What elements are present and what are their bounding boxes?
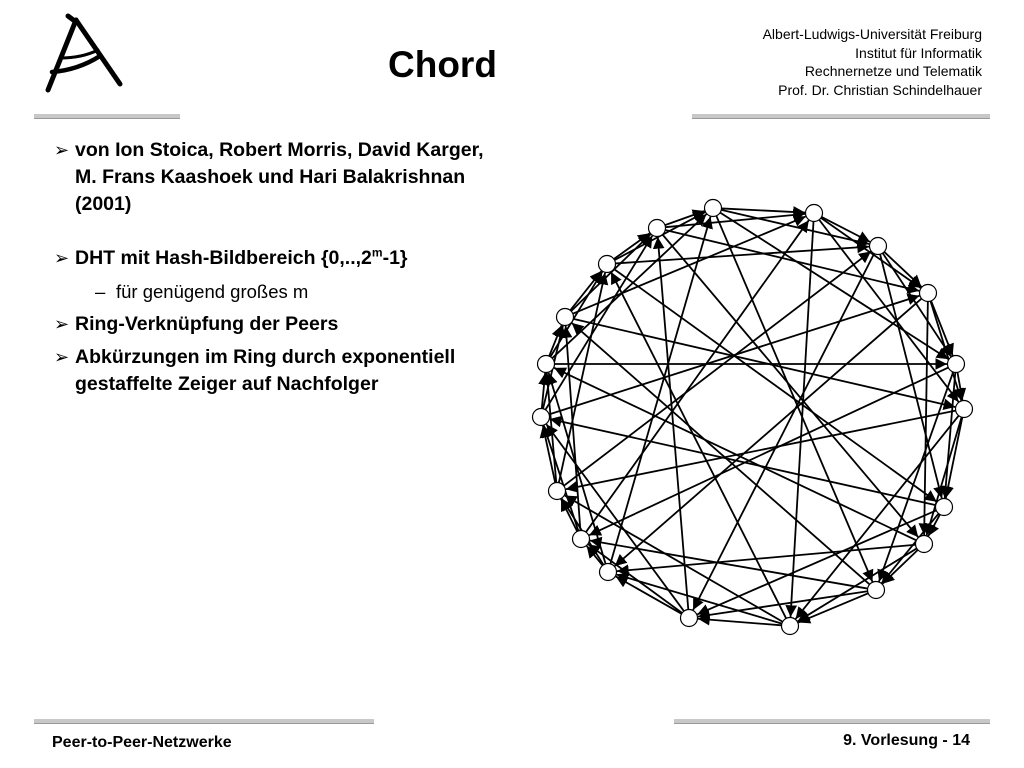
sub-bullet-item [54, 278, 494, 305]
sub-bullet-dash: – [95, 281, 106, 302]
finger-pointer-edge [552, 214, 706, 358]
peer-node [948, 356, 965, 373]
peer-node [649, 220, 666, 237]
finger-pointer-edge [590, 541, 868, 589]
sub-bullet-text: für genügend großes m [116, 281, 309, 302]
header-rule-left [34, 114, 180, 119]
bullet-item [54, 344, 494, 398]
finger-pointer-edge [798, 593, 868, 622]
finger-pointer-edge [617, 545, 916, 571]
peer-node [538, 356, 555, 373]
bullet-arrow-icon: ➢ [54, 140, 70, 160]
footer-course-title: Peer-to-Peer-Netzwerke [52, 734, 232, 751]
peer-node [681, 610, 698, 627]
bullet-text: von Ion Stoica, Robert Morris, David Karger, M. Frans Kaashoek und Hari Balakrishnan (2001) [75, 139, 484, 215]
affiliation-line: Albert-Ludwigs-Universität Freiburg [762, 26, 982, 42]
finger-pointer-edge [924, 301, 928, 535]
bullet-text: Ring-Verknüpfung der Peers [75, 313, 339, 335]
bullet-arrow-icon: ➢ [54, 248, 70, 268]
finger-pointer-edge [819, 220, 958, 402]
footer-rule-left [34, 719, 374, 724]
finger-pointer-edge [791, 221, 814, 617]
finger-pointer-edge [554, 368, 916, 540]
peer-node [920, 285, 937, 302]
slide-title: Chord [388, 44, 497, 85]
bullet-list [54, 137, 494, 404]
peer-node [549, 483, 566, 500]
peer-node [936, 499, 953, 516]
bullet-item [54, 245, 494, 272]
finger-pointer-edge [546, 424, 684, 611]
bullet-superscript: m [371, 245, 383, 260]
peer-node [956, 401, 973, 418]
peer-node [533, 409, 550, 426]
peer-node [705, 200, 722, 217]
finger-pointer-edge [931, 301, 953, 356]
footer-rule-right [674, 719, 990, 724]
affiliation-line: Rechnernetze und Telematik [804, 63, 982, 79]
university-logo [38, 12, 124, 94]
finger-pointer-edge [571, 234, 650, 311]
finger-pointer-edge [550, 419, 936, 505]
bullet-item [54, 137, 494, 218]
bullet-text: -1} [382, 247, 408, 269]
bullet-item [54, 311, 494, 338]
peer-node [870, 238, 887, 255]
chord-ring-diagram [528, 196, 978, 636]
finger-pointer-edge [798, 548, 917, 621]
peer-node [782, 618, 799, 635]
finger-pointer-edge [720, 213, 948, 360]
peer-node [868, 582, 885, 599]
bullet-arrow-icon: ➢ [54, 347, 70, 367]
affiliation-line: Institut für Informatik [855, 44, 982, 61]
finger-pointer-edge [611, 272, 786, 618]
finger-pointer-edge [614, 233, 650, 259]
peer-node [573, 531, 590, 548]
peer-node [916, 536, 933, 553]
peer-node [599, 256, 616, 273]
affiliation-block [763, 25, 982, 99]
peer-node [557, 309, 574, 326]
peer-node [806, 205, 823, 222]
peer-node [600, 564, 617, 581]
header-rule-right [692, 114, 990, 119]
finger-pointer-edge [884, 252, 921, 287]
affiliation-line: Prof. Dr. Christian Schindelhauer [778, 81, 982, 98]
bullet-text: DHT mit Hash-Bildbereich {0,..,2 [75, 247, 372, 269]
bullet-arrow-icon: ➢ [54, 314, 70, 334]
footer-page-label: 9. Vorlesung - 14 [843, 732, 970, 749]
bullet-text: Abkürzungen im Ring durch exponentiell gestaffelte Zeiger auf Nachfolger [75, 346, 456, 395]
